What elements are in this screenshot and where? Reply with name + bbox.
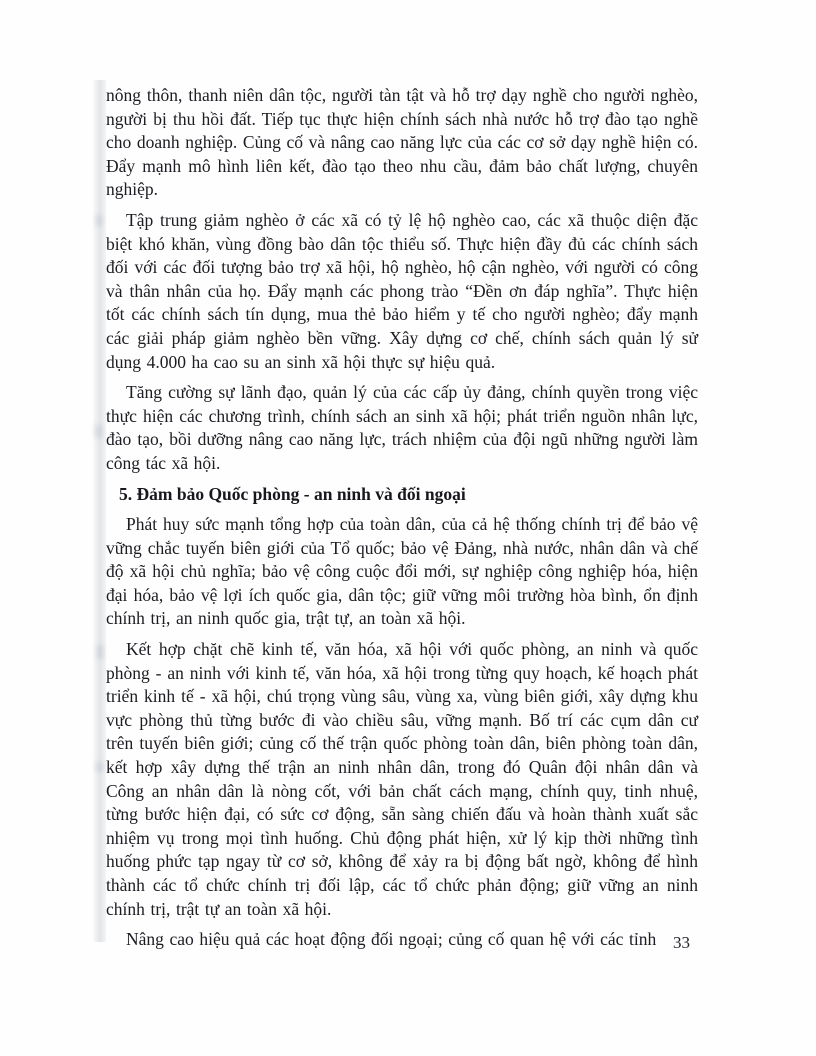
scan-artifact (95, 762, 104, 772)
body-paragraph-continuation: nông thôn, thanh niên dân tộc, người tàn tật và hỗ trợ dạy nghề cho người nghèo, người bị thu hồi đất. Tiếp tục thực hiện chính sách nhà nước hỗ trợ đào tạo nghề cho doanh nghiệp. Củng cố và nâng cao năng lực của các cơ sở dạy nghề hiện có. Đẩy mạnh mô hình liên kết, đào tạo theo nhu cầu, đảm bảo chất lượng, chuyên nghiệp. (106, 85, 698, 200)
body-paragraph: Phát huy sức mạnh tổng hợp của toàn dân, của cả hệ thống chính trị để bảo vệ vững chắc tuyến biên giới của Tổ quốc; bảo vệ Đảng, nhà nước, nhân dân và chế độ xã hội chủ nghĩa; bảo vệ công cuộc đổi mới, sự nghiệp công nghiệp hóa, hiện đại hóa, bảo vệ lợi ích quốc gia, dân tộc; giữ vững môi trường hòa bình, ổn định chính trị, an ninh quốc gia, trật tự, an toàn xã hội. (106, 514, 698, 629)
section-heading: 5. Đảm bảo Quốc phòng - an ninh và đối ngoại (119, 483, 466, 504)
body-paragraph: Tăng cường sự lãnh đạo, quản lý của các cấp ủy đảng, chính quyền trong việc thực hiện các chương trình, chính sách an sinh xã hội; phát triển nguồn nhân lực, đào tạo, bồi dưỡng nâng cao năng lực, trách nhiệm của đội ngũ những người làm công tác xã hội. (106, 382, 698, 473)
scan-artifact (94, 425, 103, 438)
scan-artifact (95, 215, 103, 226)
body-paragraph: Tập trung giảm nghèo ở các xã có tỷ lệ hộ nghèo cao, các xã thuộc diện đặc biệt khó khăn, vùng đồng bào dân tộc thiểu số. Thực hiện đầy đủ các chính sách đối với các đối tượng bảo trợ xã hội, hộ nghèo, hộ cận nghèo, với người có công và thân nhân của họ. Đẩy mạnh các phong trào “Đền ơn đáp nghĩa”. Thực hiện tốt các chính sách tín dụng, mua thẻ bảo hiểm y tế cho người nghèo; đẩy mạnh các giải pháp giảm nghèo bền vững. Xây dựng cơ chế, chính sách quản lý sử dụng 4.000 ha cao su an sinh xã hội thực sự hiệu quả. (106, 209, 698, 372)
body-paragraph: Kết hợp chặt chẽ kinh tế, văn hóa, xã hội với quốc phòng, an ninh và quốc phòng - an ninh với kinh tế, văn hóa, xã hội trong từng quy hoạch, kế hoạch phát triển kinh tế - xã hội, chú trọng vùng sâu, vùng xa, vùng biên giới, xây dựng khu vực phòng thủ từng bước đi vào chiều sâu, vững mạnh. Bố trí các cụm dân cư trên tuyến biên giới; củng cố thế trận quốc phòng toàn dân, biên phòng toàn dân, kết hợp xây dựng thế trận an ninh nhân dân, trong đó Quân đội nhân dân và Công an nhân dân là nòng cốt, với bản chất cách mạng, chính quy, tinh nhuệ, từng bước hiện đại, có sức cơ động, sẵn sàng chiến đấu và hoàn thành xuất sắc nhiệm vụ trong mọi tình huống. Chủ động phát hiện, xử lý kịp thời những tình huống phức tạp ngay từ cơ sở, không để xảy ra bị động bất ngờ, không để hình thành các tổ chức chính trị đối lập, các tổ chức phản động; giữ vững an ninh chính trị, trật tự an toàn xã hội. (106, 639, 698, 919)
scan-artifact (96, 645, 104, 659)
text-block (106, 84, 698, 952)
page-number: 33 (673, 933, 690, 952)
body-paragraph-partial: Nâng cao hiệu quả các hoạt động đối ngoại; củng cố quan hệ với các tỉnh (126, 929, 657, 950)
scan-gutter-shadow (93, 80, 106, 942)
